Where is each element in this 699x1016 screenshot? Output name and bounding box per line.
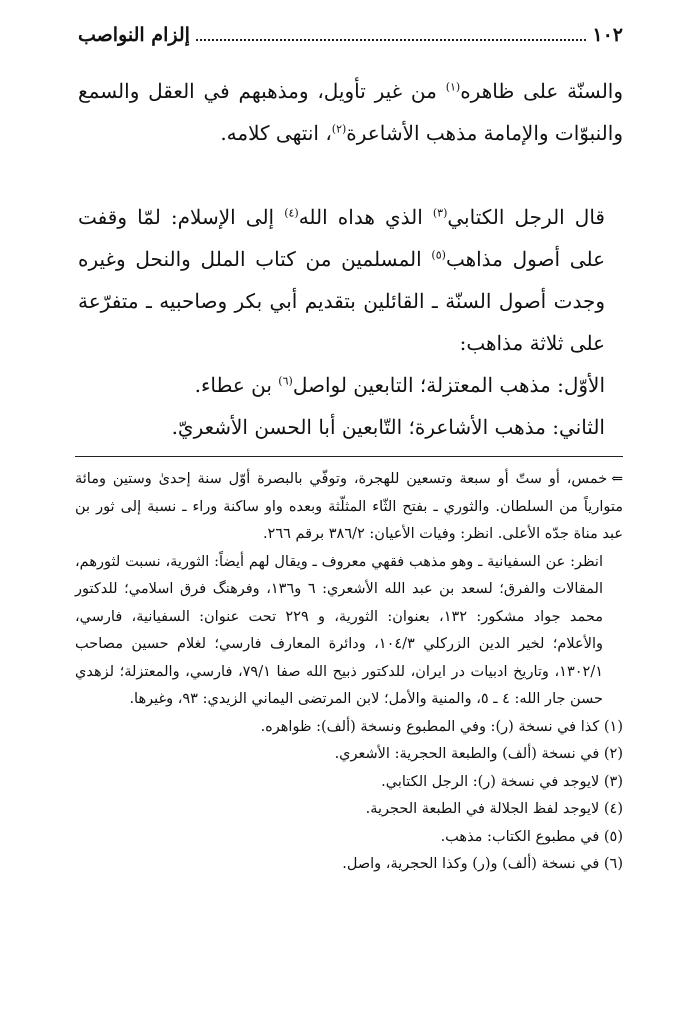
footnote-continuation: ⇐خمس، أو ستّ أو سبعة وتسعين للهجرة، وتوفّي بالبصرة أوّل سنة إحدىٰ وستين ومائة متوارياً من السلطان. والثوري ـ بفتح الثّاء المثلّثة وبعده واو ساكنة وراء ـ نسبة إلى ثور بن عبد مناة جدّه الأعلى. انظر: وفيات الأعيان: ٣٨٦/٢ برقم ٢٦٦. <box>75 471 623 542</box>
footnote-5: (٥) في مطبوع الكتاب: مذهب. <box>440 828 623 845</box>
footnote-ref-3[interactable]: (٣) <box>432 206 448 220</box>
footnote-ref-2[interactable]: (٢) <box>331 122 347 136</box>
footnote-6: (٦) في نسخة (ألف) و(ر) وكذا الحجرية، واصل. <box>342 856 623 872</box>
main-paragraph-1: والسنّة على ظاهره$^{(١)}$ من غير تأويل، ومذهبهم في العقل والسمع والنبوّات والإمامة مذهب الأشاعرة$^{(٢)}$، انتهى كلامه. <box>78 79 624 145</box>
footnote-2: (٢) في نسخة (ألف) والطبعة الحجرية: الأشعري. <box>334 746 623 762</box>
header-dotted-leader <box>196 38 586 41</box>
footnote-divider <box>75 456 623 457</box>
footnote-ref-6[interactable]: (٦) <box>278 374 293 388</box>
footnote-1: (١) كذا في نسخة (ر): وفي المطبوع ونسخة (ألف): ظواهره. <box>260 718 623 735</box>
footnote-list <box>75 714 623 879</box>
footnote-continuation-2: انظر: عن السفيانية ـ وهو مذهب فقهي معروف ـ ويقال لهم أيضاً: الثورية، نسبت لثورهم، المقالات والفرق؛ لسعد بن عبد الله الأشعري: ٦ و١٣٦، وفرهنگ فرق اسلامي؛ للدكتور محمد جواد مشكور: ١٣٢، بعنوان: الثورية، و ٢٢٩ تحت عنوان: السفيانية، فارسي، والأعلام؛ لخير الدين الزركلي ١٠٤/٣، ودائرة المعارف فارسي؛ لغلام حسين مصاحب ١٣٠٢/١، وتاريخ ادبيات در ايران، للدكتور ذبيح الله صفا ٧٩/١، فارسي، والمعتزلة؛ لزهدي حسن جار الله: ٤ ـ ٥، والمنية والأمل؛ لابن المرتضى اليماني الزيدي: ٩٣، وغيرها. <box>75 553 603 707</box>
continuation-arrow-icon: ⇐ <box>611 471 623 487</box>
footnote-ref-5[interactable]: (٥) <box>431 248 446 262</box>
footnote-ref-1[interactable]: (١) <box>445 80 461 94</box>
list-item-first: الأوّل: مذهب المعتزلة؛ التابعين لواصل$^{(٦)}$ بن عطاء. <box>194 373 605 397</box>
main-paragraph-2: قال الرجل الكتابي$^{(٣)}$ الذي هداه الله$^{(٤)}$ إلى الإسلام: لمّا وقفت على أصول مذاهب$^{(٥)}$ المسلمين من كتاب الملل والنحل وغيره وجدت أصول السنّة ـ القائلين بتقديم أبي بكر وصاحبيه ـ متفرّعة على ثلاثة مذاهب: <box>78 205 606 355</box>
page-number: ١٠٢ <box>592 24 623 46</box>
running-header <box>78 24 623 54</box>
footnotes-section <box>75 466 623 879</box>
footnote-4: (٤) لايوجد لفظ الجلالة في الطبعة الحجرية. <box>365 801 623 817</box>
main-text <box>78 70 623 448</box>
list-item-second: الثاني: مذهب الأشاعرة؛ التّابعين أبا الحسن الأشعريّ. <box>171 415 605 439</box>
book-title: إلزام النواصب <box>78 24 190 46</box>
footnote-ref-4[interactable]: (٤) <box>284 206 299 220</box>
footnote-3: (٣) لايوجد في نسخة (ر): الرجل الكتابي. <box>381 773 623 790</box>
